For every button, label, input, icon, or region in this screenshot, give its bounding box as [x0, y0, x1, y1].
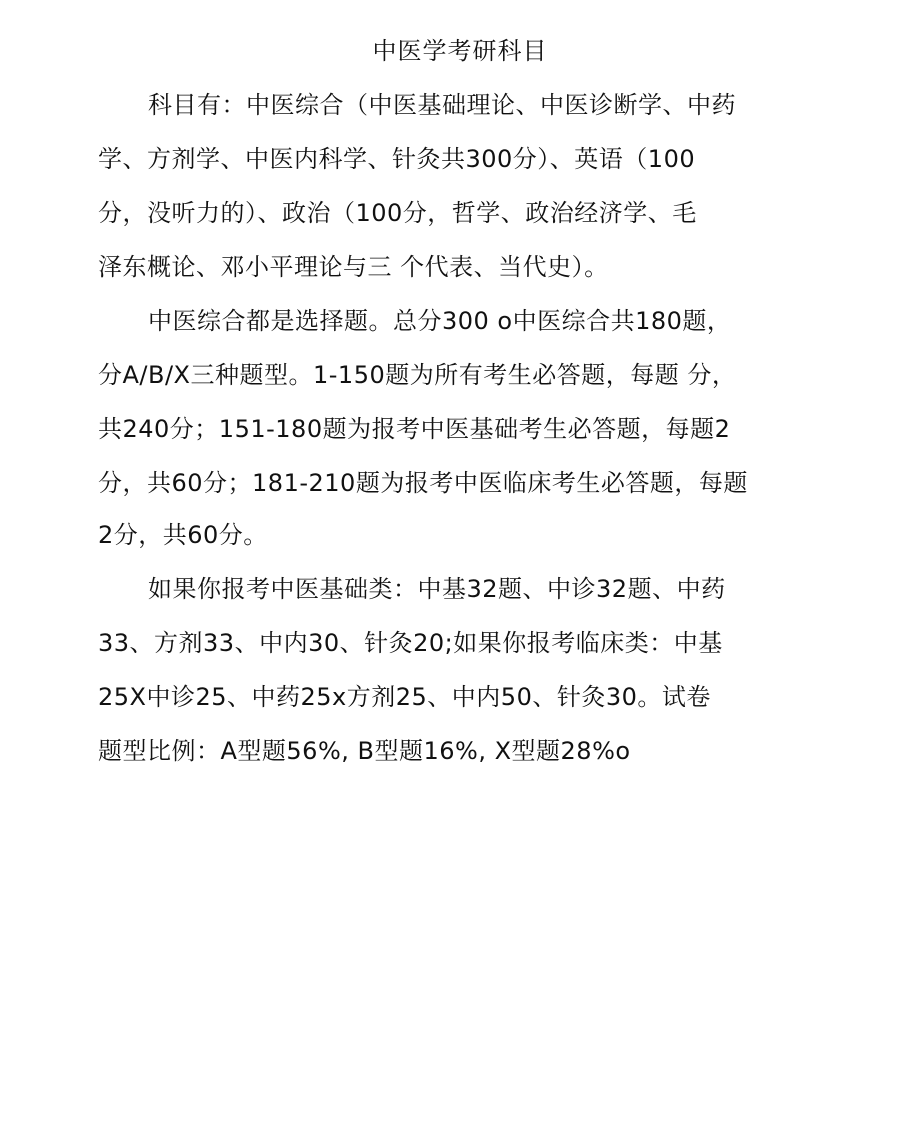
paragraph-2-line-5: 2分，共60分。	[98, 521, 268, 549]
paragraph-1-line-4: 泽东概论、邓小平理论与三 个代表、当代史）。	[98, 253, 609, 281]
paragraph-3-line-2: 33、方剂33、中内30、针灸20;如果你报考临床类：中基	[98, 629, 723, 657]
paragraph-3-line-4: 题型比例：A型题56%, B型题16%, X型题28%o	[98, 737, 631, 765]
paragraph-2-line-2: 分A/B/X三种题型。1-150题为所有考生必答题，每题 分，	[98, 361, 737, 389]
paragraph-3-line-3: 25X中诊25、中药25x方剂25、中内50、针灸30。试卷	[98, 683, 711, 711]
paragraph-3-line-1: 如果你报考中医基础类：中基32题、中诊32题、中药	[148, 575, 726, 603]
paragraph-2-line-1: 中医综合都是选择题。总分300 o中医综合共180题，	[148, 307, 732, 335]
paragraph-1-line-3: 分，没听力的）、政治（100分，哲学、政治经济学、毛	[98, 199, 697, 227]
paragraph-2-line-4: 分，共60分；181-210题为报考中医临床考生必答题，每题	[98, 469, 748, 497]
document-title: 中医学考研科目	[372, 37, 548, 65]
paragraph-2-line-3: 共240分；151-180题为报考中医基础考生必答题，每题2	[98, 415, 731, 443]
paragraph-1-line-2: 学、方剂学、中医内科学、针灸共300分）、英语（100	[98, 145, 696, 173]
paragraph-1-line-1: 科目有：中医综合（中医基础理论、中医诊断学、中药	[148, 91, 736, 119]
